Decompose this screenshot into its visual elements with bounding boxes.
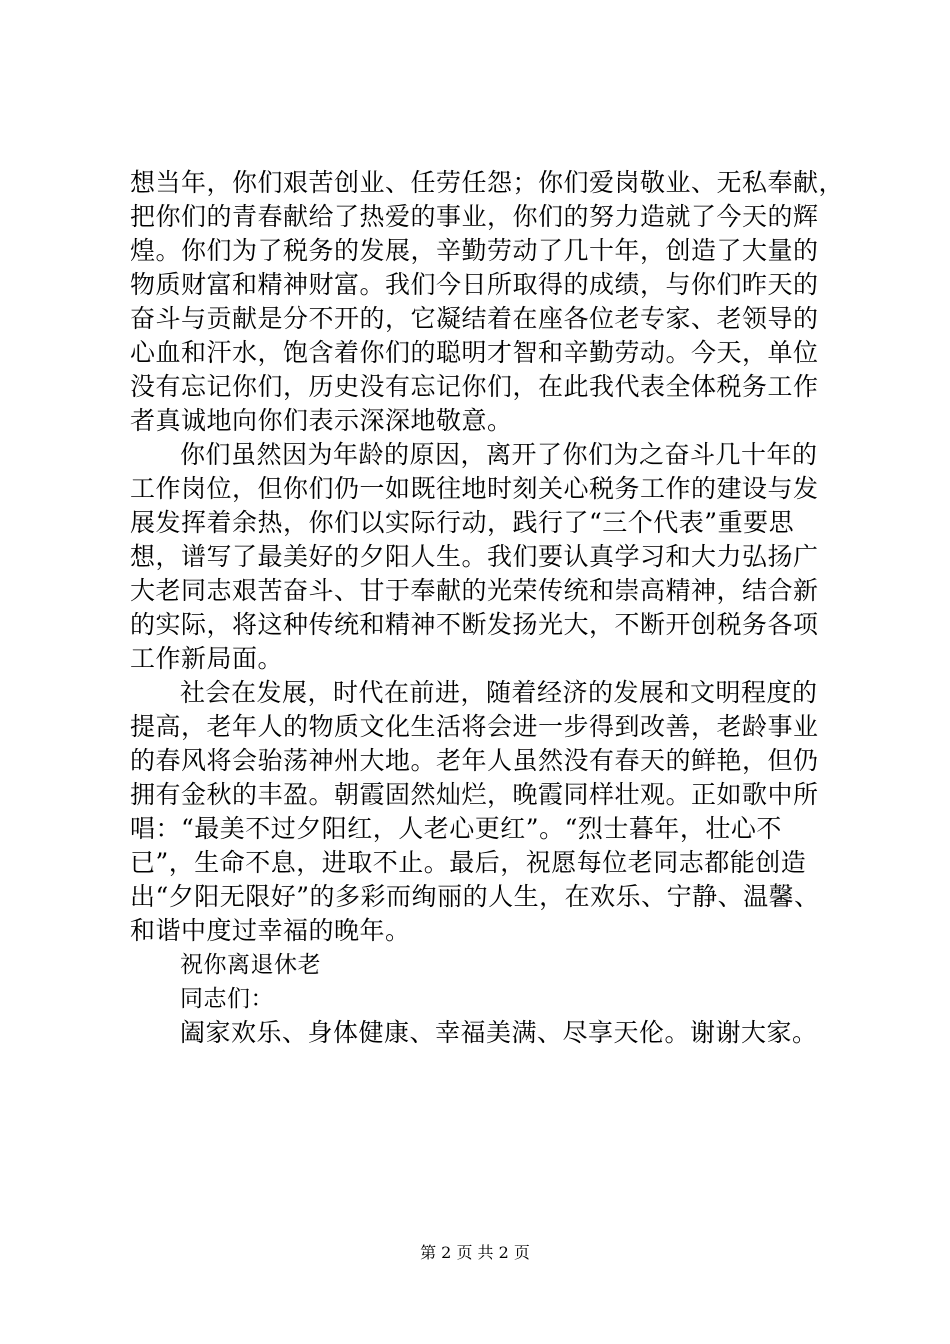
paragraph-3-line-6: 已”，生命不息，进取不止。最后，祝愿每位老同志都能创造 bbox=[130, 848, 807, 877]
paragraph-2-line-1: 你们虽然因为年龄的原因，离开了你们为之奋斗几十年的 bbox=[180, 440, 818, 469]
document-body bbox=[130, 166, 850, 1050]
paragraph-1-line-7: 没有忘记你们，历史没有忘记你们，在此我代表全体税务工作 bbox=[130, 372, 819, 401]
paragraph-3-line-3: 的春风将会骀荡神州大地。老年人虽然没有春天的鲜艳，但仍 bbox=[130, 746, 819, 775]
paragraph-1-line-3: 煌。你们为了税务的发展，辛勤劳动了几十年，创造了大量的 bbox=[130, 236, 819, 265]
page-number-label: 第 2 页 共 2 页 bbox=[420, 1243, 530, 1262]
closing-line-2: 同志们： bbox=[180, 986, 274, 1012]
paragraph-3-line-4: 拥有金秋的丰盈。朝霞固然灿烂，晚霞同样壮观。正如歌中所 bbox=[130, 780, 819, 809]
paragraph-3-line-1: 社会在发展，时代在前进，随着经济的发展和文明程度的 bbox=[180, 678, 818, 707]
paragraph-2-line-7: 工作新局面。 bbox=[130, 644, 284, 673]
paragraph-1-line-2: 把你们的青春献给了热爱的事业，你们的努力造就了今天的辉 bbox=[130, 202, 819, 231]
paragraph-1-line-5: 奋斗与贡献是分不开的，它凝结着在座各位老专家、老领导的 bbox=[130, 304, 819, 333]
paragraph-3-line-7: 出“夕阳无限好”的多彩而绚丽的人生，在欢乐、宁静、温馨、 bbox=[130, 882, 820, 911]
paragraph-2-line-6: 的实际，将这种传统和精神不断发扬光大，不断开创税务各项 bbox=[130, 610, 819, 639]
page-footer bbox=[0, 1243, 950, 1263]
paragraph-3-line-5: 唱：“最美不过夕阳红，人老心更红”。“烈士暮年，壮心不 bbox=[130, 814, 782, 843]
paragraph-2-line-4: 想，谱写了最美好的夕阳人生。我们要认真学习和大力弘扬广 bbox=[130, 542, 819, 571]
paragraph-2-line-3: 展发挥着余热，你们以实际行动，践行了“三个代表”重要思 bbox=[130, 508, 795, 537]
paragraph-1-line-4: 物质财富和精神财富。我们今日所取得的成绩，与你们昨天的 bbox=[130, 270, 819, 299]
paragraph-2-line-5: 大老同志艰苦奋斗、甘于奉献的光荣传统和崇高精神，结合新 bbox=[130, 576, 819, 605]
paragraph-1-line-1: 想当年，你们艰苦创业、任劳任怨；你们爱岗敬业、无私奉献， bbox=[130, 168, 845, 197]
closing-line-3: 阖家欢乐、身体健康、幸福美满、尽享天伦。谢谢大家。 bbox=[180, 1018, 818, 1047]
paragraph-2-line-2: 工作岗位，但你们仍一如既往地时刻关心税务工作的建设与发 bbox=[130, 474, 819, 503]
paragraph-3-line-2: 提高，老年人的物质文化生活将会进一步得到改善，老龄事业 bbox=[130, 712, 819, 741]
closing-line-1: 祝你离退休老 bbox=[180, 952, 321, 978]
paragraph-3-line-8: 和谐中度过幸福的晚年。 bbox=[130, 916, 411, 945]
paragraph-1-line-6: 心血和汗水，饱含着你们的聪明才智和辛勤劳动。今天，单位 bbox=[130, 338, 819, 367]
paragraph-1-line-8: 者真诚地向你们表示深深地敬意。 bbox=[130, 406, 513, 435]
